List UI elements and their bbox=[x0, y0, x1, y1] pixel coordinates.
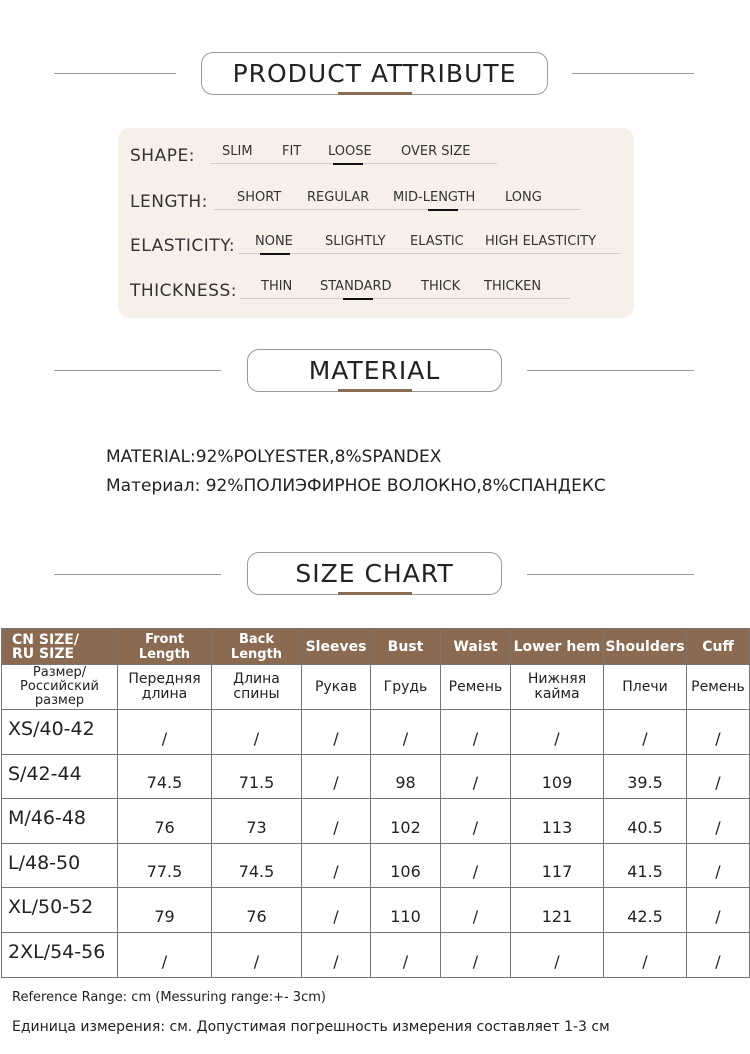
measurement-cell: 109 bbox=[511, 754, 604, 799]
header-cell-ru: Длина спины bbox=[212, 665, 302, 710]
attribute-option: ELASTIC bbox=[410, 234, 464, 249]
measurement-cell: 42.5 bbox=[604, 888, 687, 933]
measurement-cell: / bbox=[302, 932, 371, 977]
attribute-label: LENGTH: bbox=[130, 192, 208, 212]
material-header-left-line bbox=[54, 370, 221, 371]
material-header-right-line bbox=[527, 370, 694, 371]
attribute-baseline bbox=[239, 253, 620, 254]
attribute-baseline bbox=[240, 298, 570, 299]
attribute-title-accent bbox=[338, 92, 412, 95]
table-row bbox=[2, 754, 750, 799]
measurement-cell: / bbox=[302, 710, 371, 755]
table-row bbox=[2, 932, 750, 977]
header-cell: Lower hem bbox=[511, 629, 604, 665]
header-cell: Bust bbox=[371, 629, 441, 665]
attribute-row-shape bbox=[118, 142, 634, 172]
header-cell: CN SIZE/ RU SIZE bbox=[2, 629, 118, 665]
measurement-cell: 71.5 bbox=[212, 754, 302, 799]
attribute-panel bbox=[118, 128, 634, 318]
measurement-cell: 74.5 bbox=[118, 754, 212, 799]
header-cell: Sleeves bbox=[302, 629, 371, 665]
attribute-option: THIN bbox=[261, 279, 293, 294]
measurement-cell: / bbox=[687, 710, 750, 755]
reference-range-note: Reference Range: cm (Messuring range:+- 3cm) bbox=[12, 990, 326, 1005]
measurement-cell: / bbox=[371, 710, 441, 755]
measurement-cell: / bbox=[604, 932, 687, 977]
size-chart-title-accent bbox=[338, 592, 412, 595]
attribute-option: OVER SIZE bbox=[401, 144, 471, 159]
measurement-cell: / bbox=[687, 843, 750, 888]
attribute-option: FIT bbox=[282, 144, 302, 159]
material-text-en: MATERIAL:92%POLYESTER,8%SPANDEX bbox=[106, 447, 442, 467]
measurement-cell: 110 bbox=[371, 888, 441, 933]
material-section-title: MATERIAL bbox=[247, 349, 502, 392]
size-label-cell: 2XL/54-56 bbox=[2, 932, 118, 977]
attribute-option: LONG bbox=[505, 190, 542, 205]
measurement-cell: / bbox=[212, 710, 302, 755]
size-chart-header-right-line bbox=[527, 574, 694, 575]
header-cell: Back Length bbox=[212, 629, 302, 665]
selected-underline bbox=[333, 163, 363, 165]
measurement-cell: 39.5 bbox=[604, 754, 687, 799]
attribute-section-title: PRODUCT ATTRIBUTE bbox=[201, 52, 548, 95]
attribute-option: THICKEN bbox=[484, 279, 542, 294]
measurement-cell: / bbox=[302, 843, 371, 888]
header-cell-ru: Ремень bbox=[441, 665, 511, 710]
measurement-cell: / bbox=[212, 932, 302, 977]
measurement-cell: 113 bbox=[511, 799, 604, 844]
measurement-cell: 74.5 bbox=[212, 843, 302, 888]
measurement-cell: / bbox=[441, 932, 511, 977]
attribute-option-selected: NONE bbox=[255, 234, 293, 249]
size-label-cell: XS/40-42 bbox=[2, 710, 118, 755]
header-cell: Shoulders bbox=[604, 629, 687, 665]
measurement-note-ru: Единица измерения: см. Допустимая погрешность измерения составляет 1-3 см bbox=[12, 1019, 610, 1035]
header-cell-ru: Нижняя кайма bbox=[511, 665, 604, 710]
material-title-accent bbox=[338, 389, 412, 392]
selected-underline bbox=[260, 253, 290, 255]
attribute-option-selected: MID-LENGTH bbox=[393, 190, 476, 205]
attribute-row-elasticity bbox=[118, 232, 634, 262]
attribute-label: THICKNESS: bbox=[130, 281, 237, 301]
table-header-row-en bbox=[2, 629, 750, 665]
measurement-cell: / bbox=[687, 754, 750, 799]
header-cell: Front Length bbox=[118, 629, 212, 665]
table-row bbox=[2, 799, 750, 844]
header-cell-ru: Передняя длина bbox=[118, 665, 212, 710]
measurement-cell: 76 bbox=[118, 799, 212, 844]
size-table-body bbox=[2, 710, 750, 978]
measurement-cell: 106 bbox=[371, 843, 441, 888]
size-label-cell: S/42-44 bbox=[2, 754, 118, 799]
measurement-cell: 121 bbox=[511, 888, 604, 933]
measurement-cell: / bbox=[441, 799, 511, 844]
measurement-cell: / bbox=[511, 932, 604, 977]
measurement-cell: / bbox=[302, 799, 371, 844]
size-chart-section-title: SIZE CHART bbox=[247, 552, 502, 595]
table-row bbox=[2, 843, 750, 888]
attribute-option: HIGH ELASTICITY bbox=[485, 234, 597, 249]
measurement-cell: / bbox=[118, 710, 212, 755]
header-cell-ru: Ремень bbox=[687, 665, 750, 710]
header-cell-ru: Грудь bbox=[371, 665, 441, 710]
measurement-cell: 76 bbox=[212, 888, 302, 933]
measurement-cell: / bbox=[604, 710, 687, 755]
measurement-cell: 98 bbox=[371, 754, 441, 799]
table-row bbox=[2, 710, 750, 755]
attribute-baseline bbox=[214, 209, 580, 210]
size-label-cell: L/48-50 bbox=[2, 843, 118, 888]
measurement-cell: / bbox=[302, 888, 371, 933]
attribute-option: REGULAR bbox=[307, 190, 370, 205]
attribute-option-selected: LOOSE bbox=[328, 144, 372, 159]
attribute-row-length bbox=[118, 188, 634, 218]
measurement-cell: / bbox=[441, 754, 511, 799]
measurement-cell: / bbox=[371, 932, 441, 977]
attribute-label: SHAPE: bbox=[130, 146, 195, 166]
selected-underline bbox=[428, 209, 458, 211]
material-text-ru: Материал: 92%ПОЛИЭФИРНОЕ ВОЛОКНО,8%СПАНДЕКС bbox=[106, 476, 606, 496]
measurement-cell: / bbox=[441, 710, 511, 755]
size-label-cell: M/46-48 bbox=[2, 799, 118, 844]
measurement-cell: 79 bbox=[118, 888, 212, 933]
attribute-option: SHORT bbox=[237, 190, 282, 205]
header-cell-ru: Размер/ Российский размер bbox=[2, 665, 118, 710]
attribute-option-selected: STANDARD bbox=[320, 279, 392, 294]
measurement-cell: / bbox=[511, 710, 604, 755]
table-header-row-ru bbox=[2, 665, 750, 710]
measurement-cell: / bbox=[441, 888, 511, 933]
measurement-cell: / bbox=[118, 932, 212, 977]
attribute-header-left-line bbox=[54, 73, 176, 74]
attribute-label: ELASTICITY: bbox=[130, 236, 236, 256]
header-cell: Cuff bbox=[687, 629, 750, 665]
attribute-option: THICK bbox=[421, 279, 461, 294]
attribute-header-right-line bbox=[572, 73, 694, 74]
size-chart-header-left-line bbox=[54, 574, 221, 575]
header-cell-ru: Плечи bbox=[604, 665, 687, 710]
attribute-option: SLIM bbox=[222, 144, 253, 159]
measurement-cell: 117 bbox=[511, 843, 604, 888]
measurement-cell: 41.5 bbox=[604, 843, 687, 888]
measurement-cell: 102 bbox=[371, 799, 441, 844]
header-cell: Waist bbox=[441, 629, 511, 665]
table-row bbox=[2, 888, 750, 933]
selected-underline bbox=[343, 298, 373, 300]
measurement-cell: 77.5 bbox=[118, 843, 212, 888]
measurement-cell: 40.5 bbox=[604, 799, 687, 844]
measurement-cell: / bbox=[441, 843, 511, 888]
attribute-row-thickness bbox=[118, 277, 634, 307]
measurement-cell: 73 bbox=[212, 799, 302, 844]
size-chart-table bbox=[1, 628, 750, 978]
attribute-option: SLIGHTLY bbox=[325, 234, 386, 249]
measurement-cell: / bbox=[302, 754, 371, 799]
measurement-cell: / bbox=[687, 932, 750, 977]
measurement-cell: / bbox=[687, 799, 750, 844]
size-label-cell: XL/50-52 bbox=[2, 888, 118, 933]
header-cell-ru: Рукав bbox=[302, 665, 371, 710]
measurement-cell: / bbox=[687, 888, 750, 933]
